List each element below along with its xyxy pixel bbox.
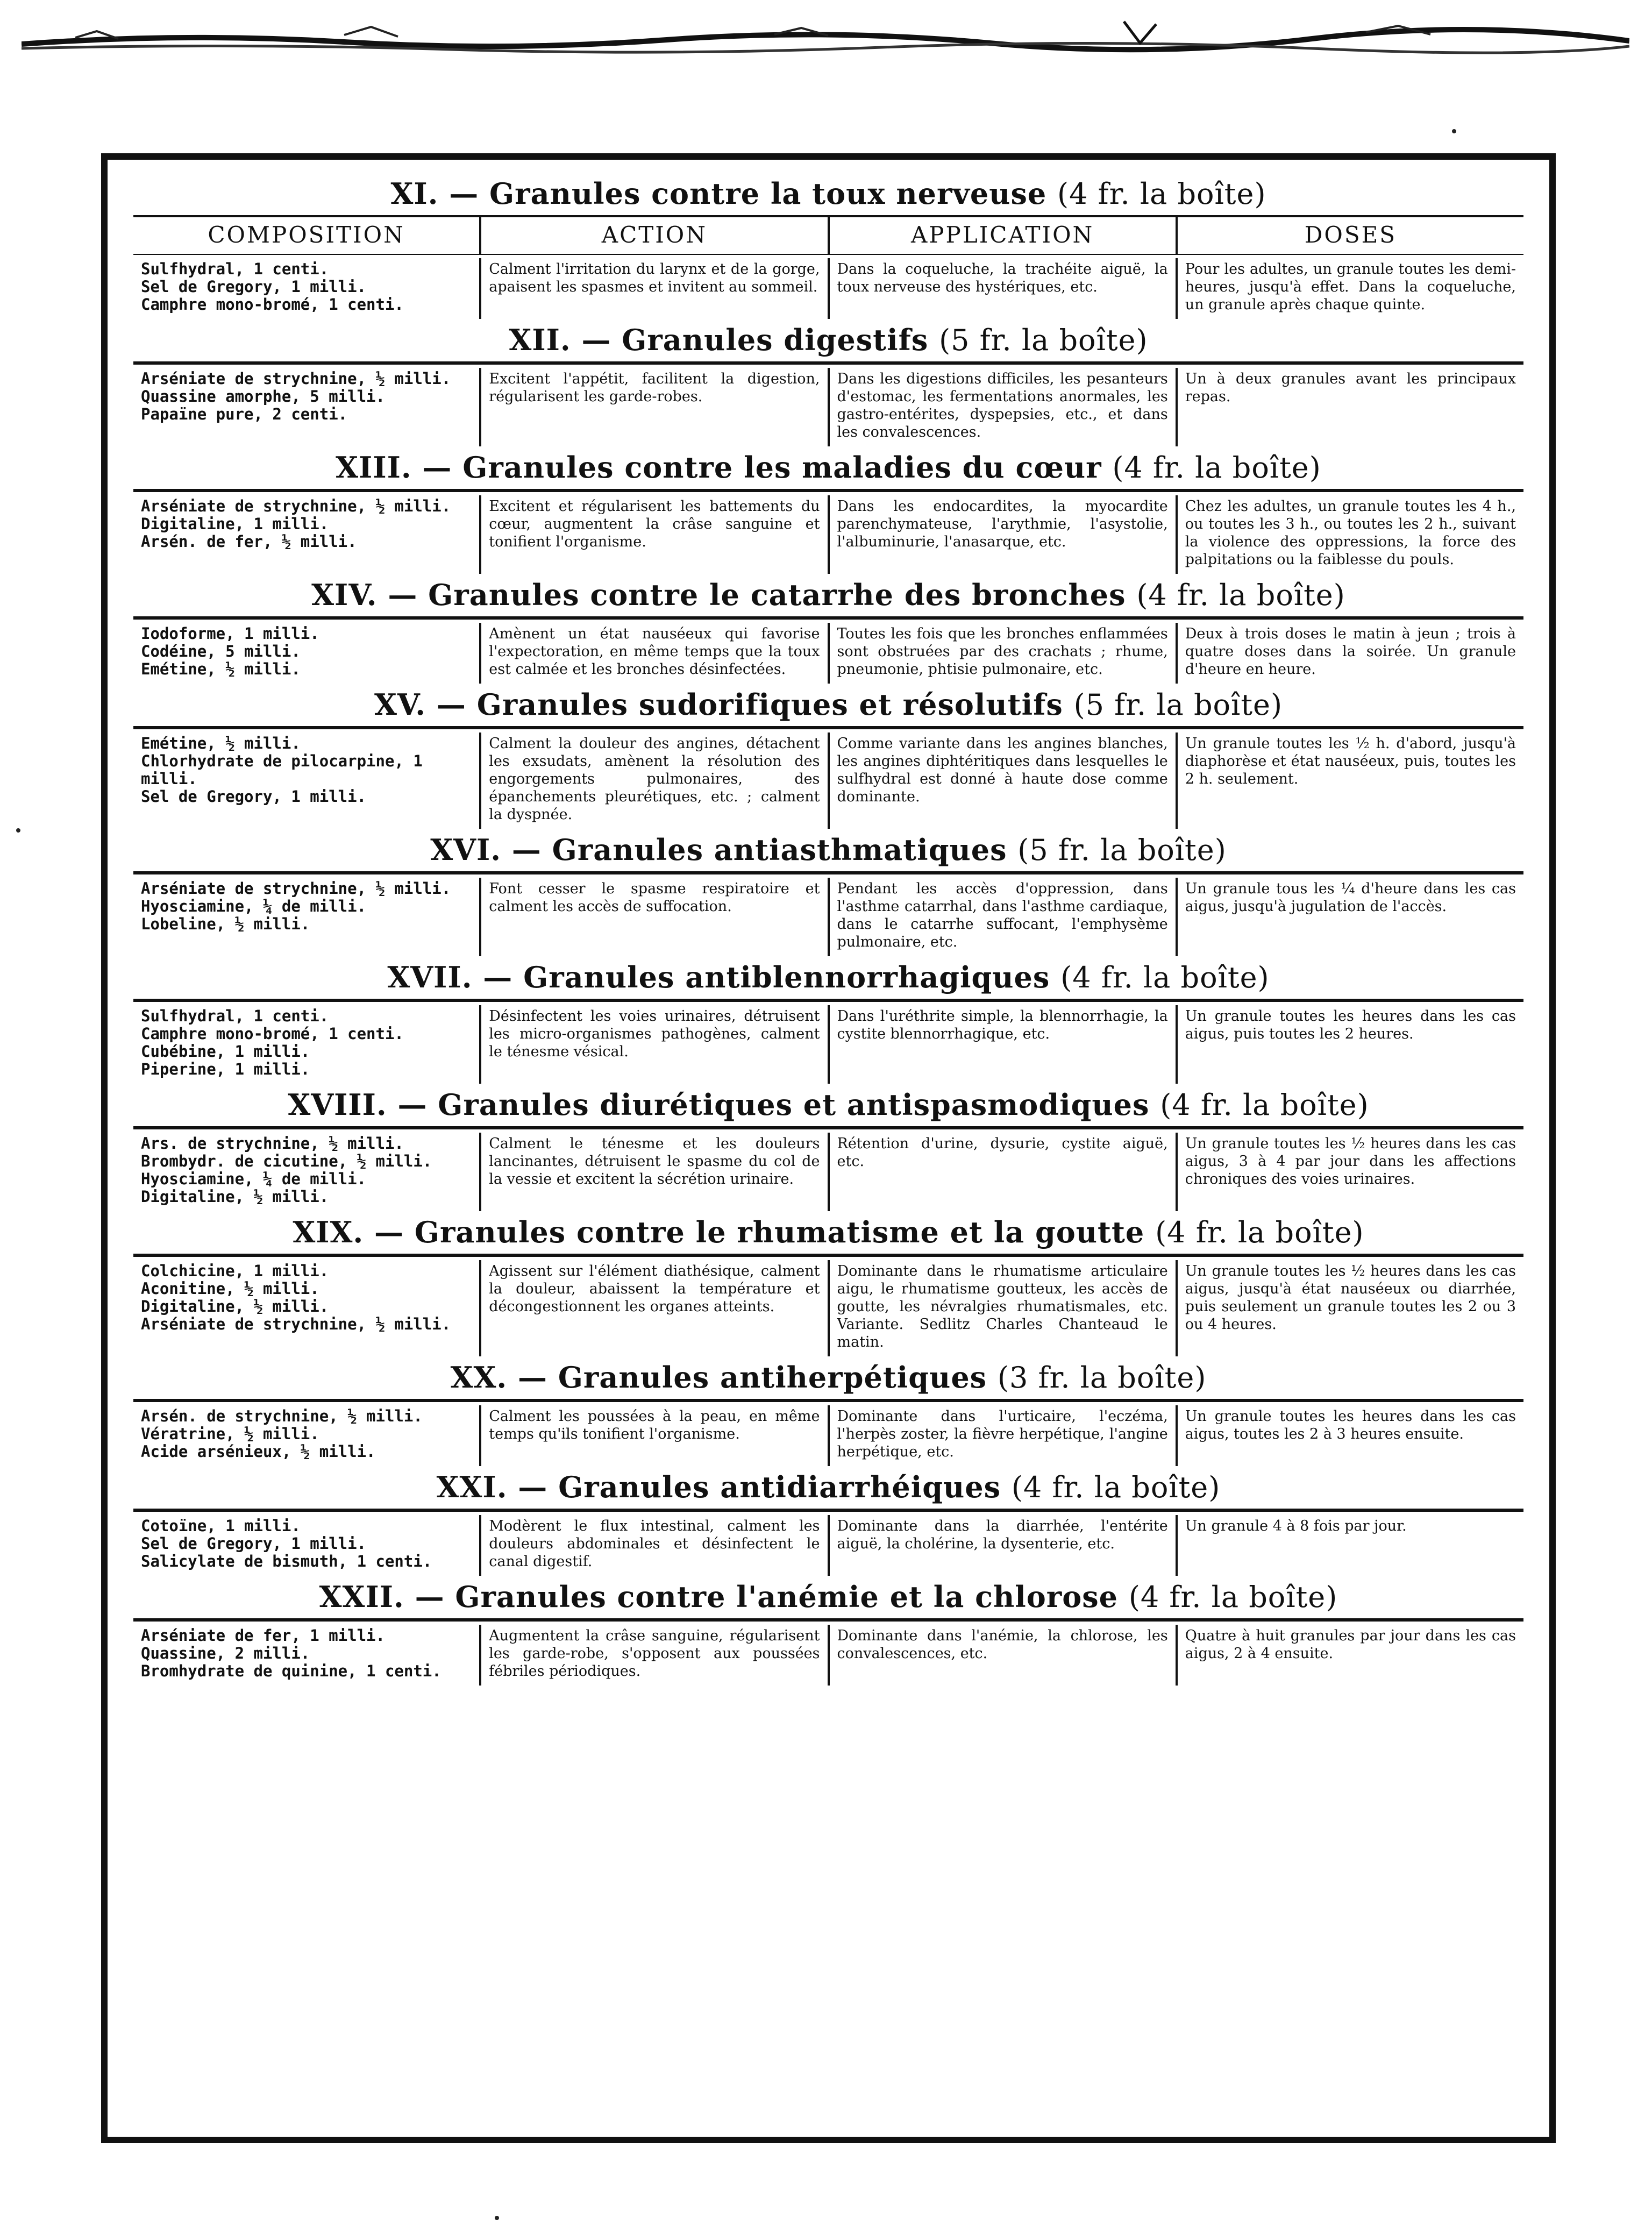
section-title [133, 574, 1523, 620]
composition-cell [133, 1133, 479, 1211]
table-row [133, 492, 1523, 574]
doses-cell: Chez les adultes, un granule toutes les 4 h., ou toutes les 3 h., ou toutes les 2 h., suivant la violence des oppressions, la force des palpitations ou la faiblesse du pouls. [1176, 495, 1523, 574]
action-cell: Calment les poussées à la peau, en même temps qu'ils tonifient l'organisme. [479, 1405, 827, 1466]
table-row [133, 874, 1523, 956]
section-title-text: XVI. — Granules antiasthmatiques [430, 833, 1007, 867]
application-cell: Dominante dans le rhumatisme articulaire aigu, le rhumatisme goutteux, les accès de goutte, les névralgies rhumatismales, etc. Variante. Sedlitz Charles Chanteaud le matin. [828, 1260, 1176, 1356]
doses-cell: Un granule tous les ¼ d'heure dans les cas aigus, jusqu'à jugulation de l'accès. [1176, 878, 1523, 956]
table-row [133, 365, 1523, 446]
application-cell: Dans la coqueluche, la trachéite aiguë, la toux nerveuse des hystériques, etc. [828, 258, 1176, 319]
action-cell: Augmentent la crâse sanguine, régularisent les garde-robe, s'opposent aux poussées fébriles périodiques. [479, 1625, 827, 1686]
application-cell: Pendant les accès d'oppression, dans l'asthme catarrhal, dans l'asthme cardiaque, dans le catarrhe suffocant, l'emphysème pulmonaire, etc. [828, 878, 1176, 956]
section [133, 1356, 1523, 1466]
action-cell: Amènent un état nauséeux qui favorise l'expectoration, en même temps que la toux est calmée et les bronches désinfectées. [479, 623, 827, 684]
column-header: DOSES [1176, 217, 1523, 254]
doses-cell: Un granule toutes les ½ heures dans les cas aigus, jusqu'à état nauséeux ou diarrhée, puis seulement un granule toutes les 2 ou 3 ou 4 heures. [1176, 1260, 1523, 1356]
table-row [133, 1402, 1523, 1466]
composition-cell [133, 1405, 479, 1466]
application-cell: Dans les endocardites, la myocardite parenchymateuse, l'arythmie, l'asystolie, l'albuminurie, l'anasarque, etc. [828, 495, 1176, 574]
composition-item: Lobeline, ½ milli. [141, 915, 310, 933]
composition-item: Arséniate de strychnine, ½ milli. [141, 369, 451, 388]
composition-cell [133, 495, 479, 574]
section-title-text: XVIII. — Granules diurétiques et antispasmodiques [288, 1087, 1150, 1122]
doses-cell: Quatre à huit granules par jour dans les cas aigus, 2 à 4 ensuite. [1176, 1625, 1523, 1686]
table-row [133, 620, 1523, 684]
application-cell: Toutes les fois que les bronches enflammées sont obstruées par des crachats ; rhume, pneumonie, phtisie pulmonaire, etc. [828, 623, 1176, 684]
composition-item: Digitaline, ½ milli. [141, 1187, 329, 1206]
doses-cell: Un granule 4 à 8 fois par jour. [1176, 1515, 1523, 1576]
section-title-text: XV. — Granules sudorifiques et résolutifs [374, 687, 1063, 722]
section-title-text: XXI. — Granules antidiarrhéiques [436, 1470, 1001, 1504]
composition-item: Hyosciamine, ¼ de milli. [141, 897, 367, 915]
composition-cell [133, 368, 479, 446]
application-cell: Dominante dans l'urticaire, l'eczéma, l'herpès zoster, la fièvre herpétique, l'angine herpétique, etc. [828, 1405, 1176, 1466]
doses-cell: Un granule toutes les heures dans les cas aigus, toutes les 2 à 3 heures ensuite. [1176, 1405, 1523, 1466]
column-header: APPLICATION [828, 217, 1176, 254]
section [133, 319, 1523, 446]
section [133, 446, 1523, 574]
table-row [133, 1129, 1523, 1211]
composition-item: Quassine amorphe, 5 milli. [141, 387, 385, 406]
section [133, 684, 1523, 829]
section-title-text: XVII. — Granules antiblennorrhagiques [387, 960, 1050, 994]
composition-item: Digitaline, 1 milli. [141, 515, 329, 533]
section-title-text: XII. — Granules digestifs [509, 323, 929, 357]
print-speck [1452, 129, 1456, 133]
section [133, 1576, 1523, 1686]
application-cell: Dans l'uréthrite simple, la blennorrhagie, la cystite blennorrhagique, etc. [828, 1005, 1176, 1084]
section-title-text: XIX. — Granules contre le rhumatisme et la goutte [293, 1215, 1145, 1249]
section-title [133, 1466, 1523, 1512]
section-title [133, 1576, 1523, 1622]
section-price: (3 fr. la boîte) [997, 1361, 1207, 1395]
section-title [133, 319, 1523, 365]
section-price: (4 fr. la boîte) [1160, 1088, 1369, 1122]
composition-cell [133, 1625, 479, 1686]
section-price: (4 fr. la boîte) [1155, 1215, 1364, 1249]
section [133, 1466, 1523, 1576]
section-title [133, 446, 1523, 492]
composition-item: Sel de Gregory, 1 milli. [141, 278, 367, 296]
column-header: ACTION [479, 217, 827, 254]
section-title [133, 1356, 1523, 1402]
application-cell: Dans les digestions difficiles, les pesanteurs d'estomac, les fermentations anormales, les gastro-entérites, dyspepsies, etc., et dans les convalescences. [828, 368, 1176, 446]
action-cell: Modèrent le flux intestinal, calment les douleurs abdominales et désinfectent le canal digestif. [479, 1515, 827, 1576]
composition-item: Cotoïne, 1 milli. [141, 1517, 301, 1535]
composition-item: Codéine, 5 milli. [141, 642, 301, 660]
section-price: (4 fr. la boîte) [1128, 1580, 1338, 1614]
section [133, 956, 1523, 1084]
composition-item: Digitaline, ½ milli. [141, 1297, 329, 1315]
application-cell: Rétention d'urine, dysurie, cystite aiguë, etc. [828, 1133, 1176, 1211]
composition-item: Brombydr. de cicutine, ½ milli. [141, 1152, 432, 1170]
composition-item: Arséniate de strychnine, ½ milli. [141, 1315, 451, 1333]
composition-cell [133, 1260, 479, 1356]
action-cell: Calment le ténesme et les douleurs lancinantes, détruisent le spasme du col de la vessie et excitent la sécrétion urinaire. [479, 1133, 827, 1211]
composition-cell [133, 1005, 479, 1084]
action-cell: Excitent et régularisent les battements du cœur, augmentent la crâse sanguine et tonifient l'organisme. [479, 495, 827, 574]
composition-item: Emétine, ½ milli. [141, 660, 301, 678]
composition-item: Arsén. de strychnine, ½ milli. [141, 1407, 423, 1425]
section-price: (5 fr. la boîte) [1073, 688, 1283, 722]
composition-item: Arséniate de strychnine, ½ milli. [141, 879, 451, 898]
table-row [133, 1002, 1523, 1084]
section-price: (4 fr. la boîte) [1136, 578, 1345, 612]
composition-cell [133, 258, 479, 319]
composition-cell [133, 878, 479, 956]
composition-item: Piperine, 1 milli. [141, 1060, 310, 1078]
action-cell: Excitent l'appétit, facilitent la digestion, régularisent les garde-robes. [479, 368, 827, 446]
doses-cell: Un granule toutes les heures dans les cas aigus, puis toutes les 2 heures. [1176, 1005, 1523, 1084]
composition-item: Camphre mono-bromé, 1 centi. [141, 295, 404, 314]
top-ornament-border [22, 11, 1629, 59]
section-title [133, 684, 1523, 729]
section [133, 574, 1523, 684]
composition-item: Cubébine, 1 milli. [141, 1042, 310, 1061]
application-cell: Comme variante dans les angines blanches, les angines diphtéritiques dans lesquelles le sulfhydral est donné à haute dose comme dominante. [828, 733, 1176, 829]
application-cell: Dominante dans la diarrhée, l'entérite aiguë, la cholérine, la dysenterie, etc. [828, 1515, 1176, 1576]
section-title [133, 1084, 1523, 1129]
doses-cell: Deux à trois doses le matin à jeun ; trois à quatre doses dans la soirée. Un granule d'heure en heure. [1176, 623, 1523, 684]
table-row [133, 1622, 1523, 1686]
composition-item: Colchicine, 1 milli. [141, 1262, 329, 1280]
composition-item: Sel de Gregory, 1 milli. [141, 787, 367, 806]
print-speck [495, 2216, 499, 2220]
doses-cell: Un à deux granules avant les principaux repas. [1176, 368, 1523, 446]
section-title [133, 173, 1523, 217]
column-headers [133, 217, 1523, 255]
doses-cell: Un granule toutes les ½ heures dans les cas aigus, 3 à 4 par jour dans les affections chroniques des voies urinaires. [1176, 1133, 1523, 1211]
composition-item: Vératrine, ½ milli. [141, 1425, 319, 1443]
section [133, 1211, 1523, 1356]
composition-item: Sulfhydral, 1 centi. [141, 1007, 329, 1025]
section-price: (4 fr. la boîte) [1060, 961, 1270, 994]
table-frame [101, 153, 1556, 2143]
column-header: COMPOSITION [208, 222, 405, 248]
section-price: (4 fr. la boîte) [1011, 1470, 1221, 1504]
action-cell: Agissent sur l'élément diathésique, calment la douleur, abaissent la température et décongestionnent les organes atteints. [479, 1260, 827, 1356]
composition-item: Quassine, 2 milli. [141, 1644, 310, 1662]
composition-item: Arséniate de fer, 1 milli. [141, 1626, 385, 1645]
section-title-text: XX. — Granules antiherpétiques [450, 1360, 987, 1395]
section-title-text: XIV. — Granules contre le catarrhe des bronches [311, 578, 1126, 612]
composition-item: Sulfhydral, 1 centi. [141, 260, 329, 278]
composition-item: Papaïne pure, 2 centi. [141, 405, 348, 423]
section-price: (5 fr. la boîte) [939, 323, 1148, 357]
composition-item: Acide arsénieux, ½ milli. [141, 1442, 376, 1461]
table-row [133, 729, 1523, 829]
section-title-text: XI. — Granules contre la toux nerveuse [390, 176, 1047, 211]
composition-item: Emétine, ½ milli. [141, 734, 301, 752]
doses-cell: Un granule toutes les ½ h. d'abord, jusqu'à diaphorèse et état nauséeux, puis, toutes les 2 h. seulement. [1176, 733, 1523, 829]
composition-item: Hyosciamine, ¼ de milli. [141, 1170, 367, 1188]
section [133, 1084, 1523, 1211]
action-cell: Calment la douleur des angines, détachent les exsudats, amènent la résolution des engorgements pulmonaires, des épanchements pleurétiques, etc. ; calment la dyspnée. [479, 733, 827, 829]
table-row [133, 1257, 1523, 1356]
composition-item: Sel de Gregory, 1 milli. [141, 1534, 367, 1553]
print-speck [16, 828, 20, 833]
section-title-text: XXII. — Granules contre l'anémie et la chlorose [319, 1580, 1119, 1614]
granules-table [133, 173, 1523, 2121]
action-cell: Désinfectent les voies urinaires, détruisent les micro-organismes pathogènes, calment le ténesme vésical. [479, 1005, 827, 1084]
section [133, 173, 1523, 319]
table-row [133, 1512, 1523, 1576]
composition-cell [133, 623, 479, 684]
section [133, 829, 1523, 956]
section-price: (4 fr. la boîte) [1057, 177, 1266, 211]
section-title [133, 829, 1523, 874]
composition-item: Camphre mono-bromé, 1 centi. [141, 1025, 404, 1043]
composition-item: Iodoforme, 1 milli. [141, 624, 319, 643]
composition-item: Arséniate de strychnine, ½ milli. [141, 497, 451, 515]
section-title [133, 956, 1523, 1002]
section-title-text: XIII. — Granules contre les maladies du cœur [336, 450, 1102, 485]
composition-item: Salicylate de bismuth, 1 centi. [141, 1552, 432, 1570]
application-cell: Dominante dans l'anémie, la chlorose, les convalescences, etc. [828, 1625, 1176, 1686]
section-price: (5 fr. la boîte) [1017, 833, 1227, 867]
action-cell: Calment l'irritation du larynx et de la gorge, apaisent les spasmes et invitent au sommeil. [479, 258, 827, 319]
composition-item: Arsén. de fer, ½ milli. [141, 532, 357, 551]
composition-item: Aconitine, ½ milli. [141, 1279, 319, 1298]
composition-cell [133, 1515, 479, 1576]
table-row [133, 255, 1523, 319]
composition-item: Bromhydrate de quinine, 1 centi. [141, 1662, 442, 1680]
section-price: (4 fr. la boîte) [1112, 451, 1321, 485]
section-title [133, 1211, 1523, 1257]
composition-item: Ars. de strychnine, ½ milli. [141, 1134, 404, 1153]
doses-cell: Pour les adultes, un granule toutes les demi-heures, jusqu'à effet. Dans la coqueluche, un granule après chaque quinte. [1176, 258, 1523, 319]
composition-item: Chlorhydrate de pilocarpine, 1 milli. [141, 752, 423, 788]
action-cell: Font cesser le spasme respiratoire et calment les accès de suffocation. [479, 878, 827, 956]
composition-cell [133, 733, 479, 829]
